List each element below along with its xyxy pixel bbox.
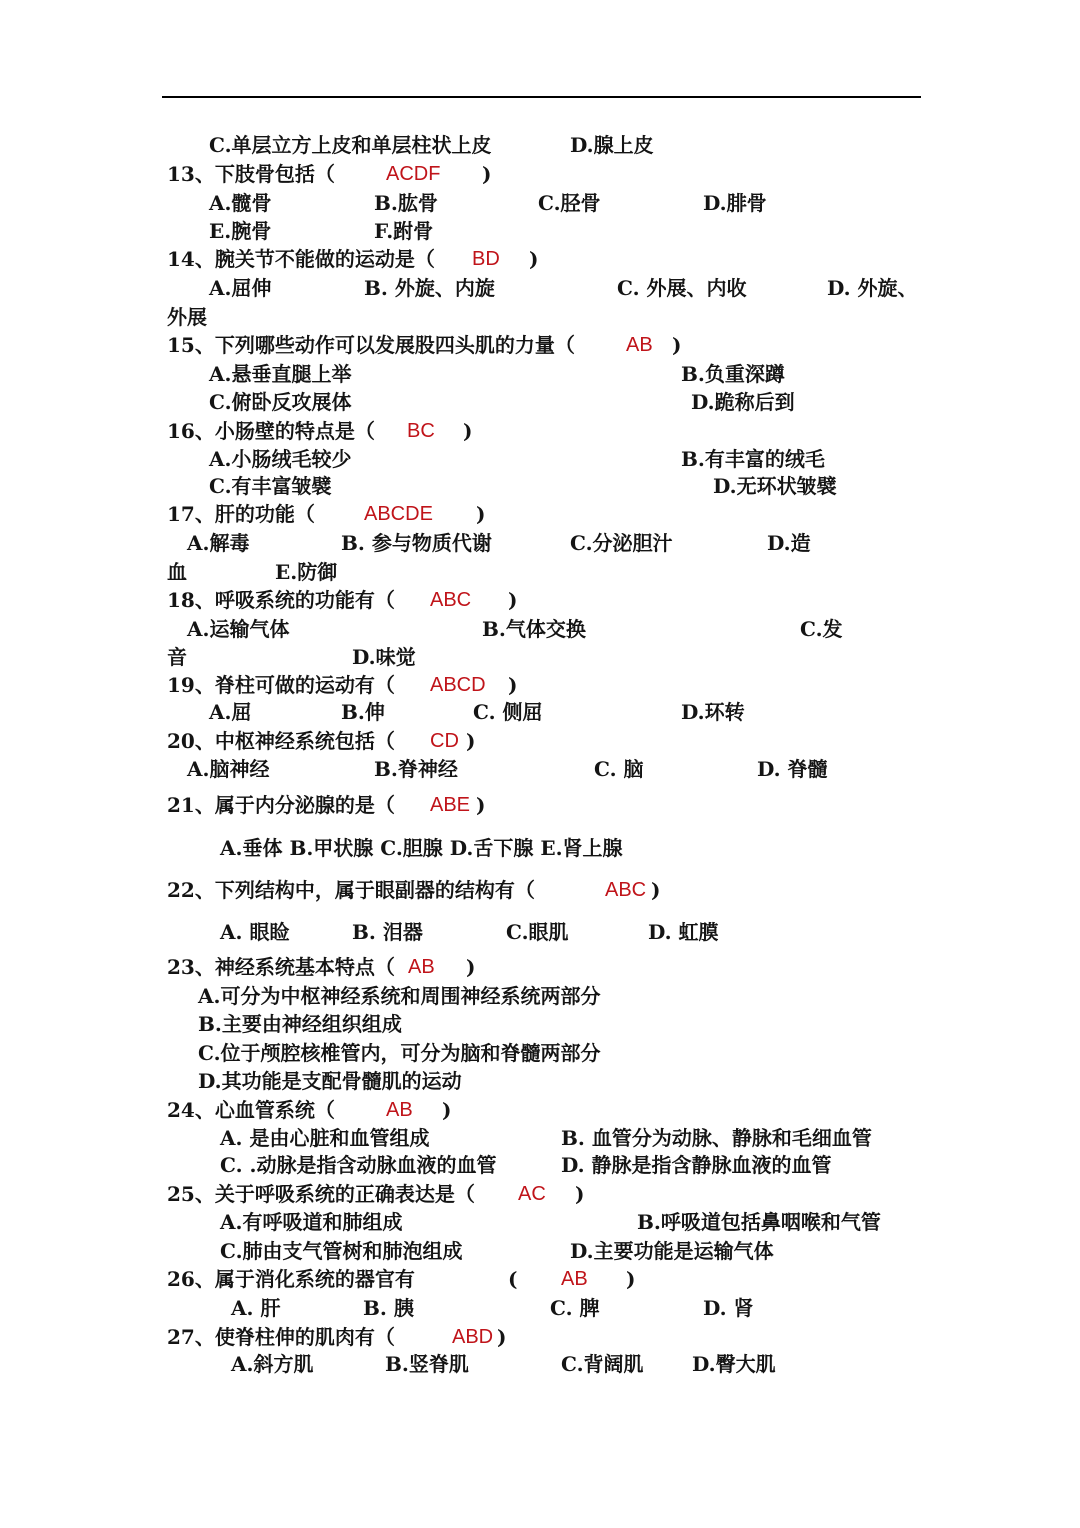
- q26-option-b: B. 胰: [363, 1296, 414, 1320]
- q15-close: ): [672, 333, 682, 357]
- q22-option-b: B. 泪器: [352, 920, 423, 944]
- q17-option-e: E.防御: [275, 560, 338, 584]
- q21-stem: 21、属于内分泌腺的是（: [167, 793, 395, 817]
- q19-close: ): [508, 673, 518, 697]
- q27-option-d: D.臀大肌: [692, 1352, 776, 1376]
- q22-stem: 22、下列结构中，属于眼副器的结构有（: [167, 878, 535, 902]
- q18-option-a: A.运输气体: [187, 617, 290, 641]
- q13-option-f: F.跗骨: [374, 219, 434, 243]
- q14-answer: BD: [472, 248, 500, 270]
- q14-close: ): [529, 247, 539, 271]
- q19-answer: ABCD: [430, 674, 486, 696]
- q18-option-d: D.味觉: [352, 645, 416, 669]
- q18-option-c-wrap: 音: [167, 645, 187, 669]
- q19-option-b: B.伸: [341, 700, 385, 724]
- q21-options: A.垂体 B.甲状腺 C.胆腺 D.舌下腺 E.肾上腺: [220, 836, 623, 860]
- q13-option-b: B.肱骨: [374, 191, 438, 215]
- q24-answer: AB: [386, 1099, 413, 1121]
- q16-close: ): [463, 419, 473, 443]
- q12-option-c: C.单层立方上皮和单层柱状上皮: [209, 133, 492, 157]
- q23-option-c: C.位于颅腔核椎管内，可分为脑和脊髓两部分: [198, 1041, 601, 1065]
- q24-option-a: A. 是由心脏和血管组成: [220, 1126, 430, 1150]
- q19-option-d: D.环转: [681, 700, 745, 724]
- q13-option-a: A.髋骨: [209, 191, 272, 215]
- q18-close: ): [508, 588, 518, 612]
- q12-option-d: D.腺上皮: [570, 133, 654, 157]
- q17-answer: ABCDE: [364, 503, 433, 525]
- q26-stem: 26、属于消化系统的器官有: [167, 1267, 415, 1291]
- q13-option-e: E.腕骨: [209, 219, 272, 243]
- q13-answer: ACDF: [386, 163, 441, 185]
- q24-close: ): [442, 1098, 452, 1122]
- q14-option-b: B. 外旋、内旋: [364, 276, 495, 300]
- q18-option-c: C.发: [800, 617, 843, 641]
- q13-option-d: D.腓骨: [703, 191, 767, 215]
- q15-option-c: C.俯卧反攻展体: [209, 390, 352, 414]
- q25-option-a: A.有呼吸道和肺组成: [220, 1210, 403, 1234]
- q23-close: ): [466, 955, 476, 979]
- q20-option-d: D. 脊髓: [757, 757, 828, 781]
- q25-option-d: D.主要功能是运输气体: [570, 1239, 774, 1263]
- q27-answer: ABD: [452, 1326, 494, 1348]
- q17-option-a: A.解毒: [187, 531, 250, 555]
- q21-answer: ABE: [430, 794, 471, 816]
- q22-option-c: C.眼肌: [506, 920, 569, 944]
- q23-option-b: B.主要由神经组织组成: [198, 1012, 402, 1036]
- q17-option-d: D.造: [767, 531, 811, 555]
- q22-option-a: A. 眼睑: [220, 920, 290, 944]
- q16-option-a: A.小肠绒毛较少: [209, 447, 352, 471]
- q22-close: ): [651, 878, 661, 902]
- q20-option-b: B.脊神经: [374, 757, 458, 781]
- q15-option-a: A.悬垂直腿上举: [209, 362, 352, 386]
- q25-stem: 25、关于呼吸系统的正确表达是（: [167, 1182, 475, 1206]
- q15-stem: 15、下列哪些动作可以发展股四头肌的力量（: [167, 333, 575, 357]
- q27-option-c: C.背阔肌: [561, 1352, 644, 1376]
- q23-answer: AB: [408, 956, 435, 978]
- q16-option-d: D.无环状皱襞: [713, 474, 837, 498]
- q17-option-b: B. 参与物质代谢: [341, 531, 492, 555]
- q17-close: ): [476, 502, 486, 526]
- q27-option-b: B.竖脊肌: [385, 1352, 469, 1376]
- q13-option-c: C.胫骨: [538, 191, 601, 215]
- q17-option-c: C.分泌胆汁: [570, 531, 673, 555]
- q27-close: ): [497, 1325, 507, 1349]
- q20-option-a: A.脑神经: [187, 757, 270, 781]
- q17-stem: 17、肝的功能（: [167, 502, 315, 526]
- q16-option-b: B.有丰富的绒毛: [681, 447, 825, 471]
- q22-answer: ABC: [605, 879, 647, 901]
- q18-option-b: B.气体交换: [482, 617, 586, 641]
- q25-answer: AC: [518, 1183, 546, 1205]
- q17-option-d-wrap: 血: [167, 560, 187, 584]
- q20-stem: 20、中枢神经系统包括（: [167, 729, 395, 753]
- header-rule: [162, 96, 921, 98]
- q14-option-d: D. 外旋、: [827, 276, 918, 300]
- q15-option-d: D.跪称后到: [691, 390, 795, 414]
- q26-close: ): [626, 1267, 636, 1291]
- q21-close: ): [476, 793, 486, 817]
- q13-stem: 13、下肢骨包括（: [167, 162, 335, 186]
- q13-close: ): [482, 162, 492, 186]
- q26-option-a: A. 肝: [231, 1296, 281, 1320]
- q20-answer: CD: [430, 730, 459, 752]
- q24-option-c: C. .动脉是指含动脉血液的血管: [220, 1153, 497, 1177]
- q25-close: ): [575, 1182, 585, 1206]
- q19-option-a: A.屈: [209, 700, 252, 724]
- q14-option-c: C. 外展、内收: [617, 276, 747, 300]
- q19-option-c: C. 侧屈: [473, 700, 543, 724]
- q25-option-b: B.呼吸道包括鼻咽喉和气管: [637, 1210, 881, 1234]
- q27-stem: 27、使脊柱伸的肌肉有（: [167, 1325, 395, 1349]
- q15-option-b: B.负重深蹲: [681, 362, 785, 386]
- q24-stem: 24、心血管系统（: [167, 1098, 335, 1122]
- q24-option-b: B. 血管分为动脉、静脉和毛细血管: [561, 1126, 872, 1150]
- q14-stem: 14、腕关节不能做的运动是（: [167, 247, 435, 271]
- q26-answer: AB: [561, 1268, 588, 1290]
- q16-stem: 16、小肠壁的特点是（: [167, 419, 375, 443]
- q20-close: ): [466, 729, 476, 753]
- q27-option-a: A.斜方肌: [231, 1352, 314, 1376]
- q16-option-c: C.有丰富皱襞: [209, 474, 332, 498]
- q24-option-d: D. 静脉是指含静脉血液的血管: [561, 1153, 832, 1177]
- q18-stem: 18、呼吸系统的功能有（: [167, 588, 395, 612]
- q18-answer: ABC: [430, 589, 472, 611]
- q14-option-d-wrap: 外展: [167, 305, 207, 329]
- q16-answer: BC: [407, 420, 435, 442]
- q23-option-d: D.其功能是支配骨髓肌的运动: [198, 1069, 462, 1093]
- q15-answer: AB: [626, 334, 653, 356]
- q14-option-a: A.屈伸: [209, 276, 272, 300]
- q19-stem: 19、脊柱可做的运动有（: [167, 673, 395, 697]
- q20-option-c: C. 脑: [594, 757, 644, 781]
- q26-option-c: C. 脾: [550, 1296, 600, 1320]
- q25-option-c: C.肺由支气管树和肺泡组成: [220, 1239, 463, 1263]
- q26-open: (: [508, 1267, 518, 1291]
- q23-stem: 23、神经系统基本特点（: [167, 955, 395, 979]
- q23-option-a: A.可分为中枢神经系统和周围神经系统两部分: [198, 984, 601, 1008]
- q22-option-d: D. 虹膜: [648, 920, 719, 944]
- q26-option-d: D. 肾: [703, 1296, 754, 1320]
